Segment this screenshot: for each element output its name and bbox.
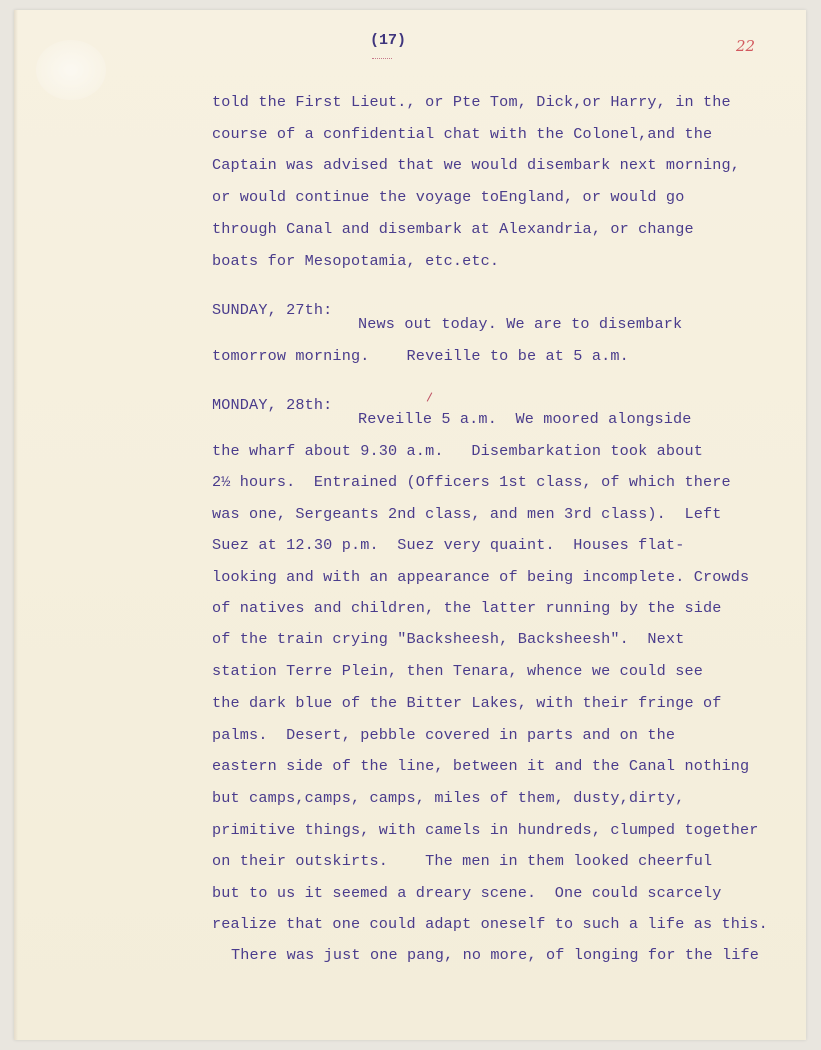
body-line: but to us it seemed a dreary scene. One could scarcely [212,884,722,902]
section-heading: SUNDAY, 27th: [212,301,333,319]
body-line: looking and with an appearance of being incomplete. Crowds [212,568,750,586]
body-line: told the First Lieut., or Pte Tom, Dick,or Harry, in the [212,93,731,111]
body-line: of natives and children, the latter running by the side [212,599,722,617]
body-line: but camps,camps, camps, miles of them, dusty,dirty, [212,789,685,807]
page-number: (17) [370,32,407,49]
body-line: Reveille 5 a.m. We moored alongside [358,410,692,428]
body-line: There was just one pang, no more, of longing for the life [231,946,760,964]
body-line: Suez at 12.30 p.m. Suez very quaint. Houses flat- [212,536,685,554]
body-line: eastern side of the line, between it and the Canal nothing [212,757,750,775]
body-line: primitive things, with camels in hundreds, clumped together [212,821,759,839]
body-line: of the train crying "Backsheesh, Backsheesh". Next [212,630,685,648]
body-line: was one, Sergeants 2nd class, and men 3rd class). Left [212,505,722,523]
body-line: realize that one could adapt oneself to such a life as this. [212,915,768,933]
page-number-mark [372,58,392,60]
body-line: News out today. We are to disembark [358,315,683,333]
section-heading: MONDAY, 28th: [212,396,333,414]
body-line: through Canal and disembark at Alexandria, or change [212,220,694,238]
body-line: the dark blue of the Bitter Lakes, with their fringe of [212,694,722,712]
body-line: boats for Mesopotamia, etc.etc. [212,252,500,270]
body-line: Captain was advised that we would disembark next morning, [212,156,741,174]
body-line: station Terre Plein, then Tenara, whence we could see [212,662,703,680]
paper-edge [14,10,18,1040]
body-line: 2½ hours. Entrained (Officers 1st class, of which there [212,473,731,491]
body-line: palms. Desert, pebble covered in parts and on the [212,726,676,744]
body-line: on their outskirts. The men in them looked cheerful [212,852,713,870]
body-line: the wharf about 9.30 a.m. Disembarkation took about [212,442,703,460]
body-line: tomorrow morning. Reveille to be at 5 a.m. [212,347,629,365]
folio-number: 22 [736,37,756,55]
body-line: or would continue the voyage toEngland, or would go [212,188,685,206]
paper-stain [36,40,106,100]
body-line: course of a confidential chat with the Colonel,and the [212,125,713,143]
